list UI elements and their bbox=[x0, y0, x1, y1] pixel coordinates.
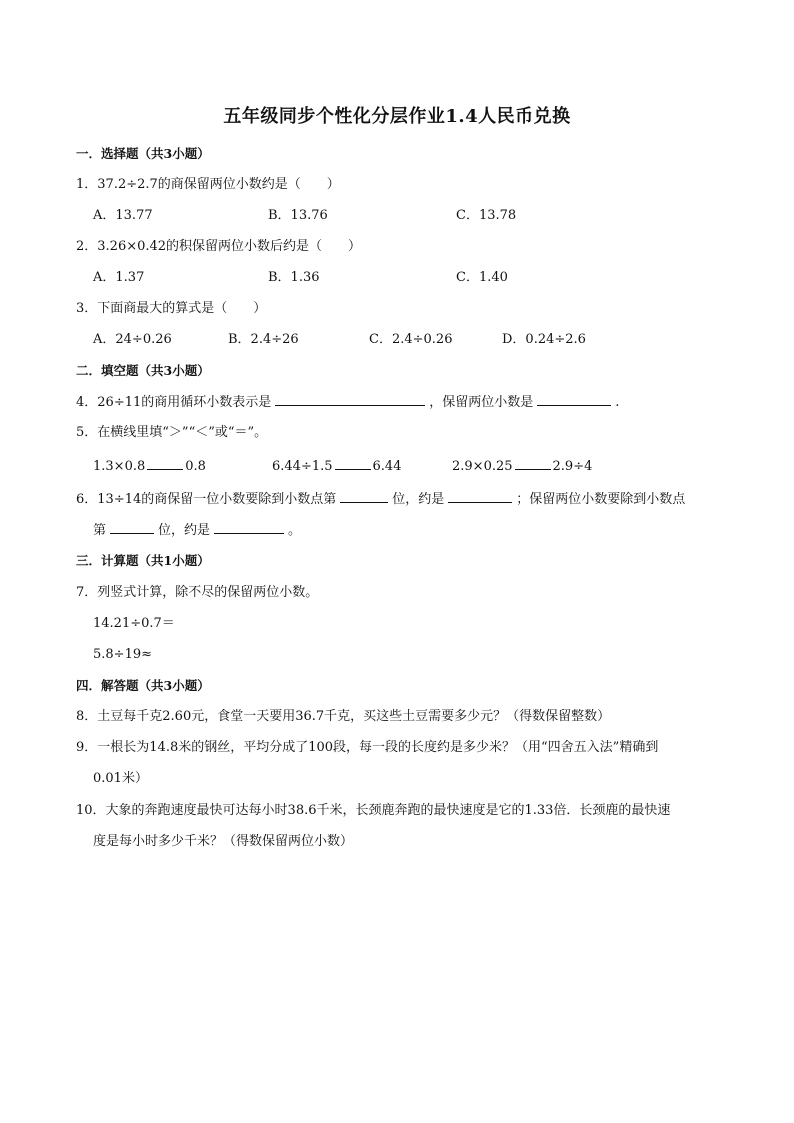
question-4-part-1: 4．26÷11的商用循环小数表示是 bbox=[76, 395, 272, 410]
answer-blank[interactable] bbox=[340, 490, 388, 503]
question-1-option-c: C．13.78 bbox=[456, 208, 517, 223]
question-10-line-1: 10．大象的奔跑速度最快可达每小时38.6千米，长颈鹿奔跑的最快速度是它的1.33倍．长颈鹿的最快速 bbox=[76, 803, 671, 818]
question-4-part-2: ，保留两位小数是 bbox=[429, 395, 534, 410]
answer-blank[interactable] bbox=[275, 393, 425, 406]
question-5-expr-3 bbox=[452, 457, 592, 476]
expr-right: 2.9÷4 bbox=[552, 459, 593, 474]
question-2-option-b: B．1.36 bbox=[268, 270, 320, 285]
question-7-text: 7．列竖式计算，除不尽的保留两位小数。 bbox=[76, 585, 319, 600]
question-6-part-3: ；保留两位小数要除到小数点 bbox=[516, 492, 686, 507]
answer-blank[interactable] bbox=[147, 457, 183, 470]
answer-blank[interactable] bbox=[110, 521, 154, 534]
expr-left: 6.44÷1.5 bbox=[272, 459, 333, 474]
section-heading-choice: 一．选择题（共3小题） bbox=[76, 146, 210, 161]
question-9-line-2: 0.01米） bbox=[93, 771, 148, 786]
question-7-expr-2: 5.8÷19≈ bbox=[93, 647, 153, 662]
question-6-part-2: 位，约是 bbox=[392, 492, 445, 507]
question-3-text: 3．下面商最大的算式是（ ） bbox=[76, 301, 267, 316]
section-heading-compute: 三．计算题（共1小题） bbox=[76, 553, 210, 568]
section-heading-answer: 四．解答题（共3小题） bbox=[76, 678, 210, 693]
question-6-line-2 bbox=[93, 521, 301, 540]
expr-right: 6.44 bbox=[372, 459, 402, 474]
question-3-option-c: C．2.4÷0.26 bbox=[369, 332, 453, 347]
question-6-part-5: 位，约是 bbox=[158, 523, 211, 538]
question-2-option-a: A．1.37 bbox=[93, 270, 145, 285]
question-1-option-b: B．13.76 bbox=[268, 208, 328, 223]
question-6-part-6: 。 bbox=[288, 523, 302, 538]
question-1-text: 1．37.2÷2.7的商保留两位小数约是（ ） bbox=[76, 177, 340, 192]
question-9-line-1: 9．一根长为14.8米的钢丝，平均分成了100段，每一段的长度约是多少米？（用“四舍五入法”精确到 bbox=[76, 740, 659, 755]
answer-blank[interactable] bbox=[448, 490, 512, 503]
answer-blank[interactable] bbox=[515, 457, 551, 470]
expr-right: 0.8 bbox=[185, 459, 206, 474]
question-6-part-1: 6．13÷14的商保留一位小数要除到小数点第 bbox=[76, 492, 337, 507]
question-3-option-a: A．24÷0.26 bbox=[93, 332, 172, 347]
question-3-option-d: D．0.24÷2.6 bbox=[502, 332, 586, 347]
expr-left: 2.9×0.25 bbox=[452, 459, 513, 474]
question-5-text: 5．在横线里填“＞”“＜”或“＝”。 bbox=[76, 425, 268, 440]
answer-blank[interactable] bbox=[214, 521, 284, 534]
question-1-option-a: A．13.77 bbox=[93, 208, 153, 223]
question-6-line-1 bbox=[76, 490, 685, 509]
expr-left: 1.3×0.8 bbox=[93, 459, 146, 474]
page-title: 五年级同步个性化分层作业1.4人民币兑换 bbox=[223, 106, 571, 127]
question-4-part-3: . bbox=[615, 395, 620, 410]
question-8-text: 8．土豆每千克2.60元，食堂一天要用36.7千克，买这些土豆需要多少元？（得数保留整数） bbox=[76, 709, 611, 724]
question-6-part-4: 第 bbox=[93, 523, 107, 538]
question-5-expr-2 bbox=[272, 457, 401, 476]
answer-blank[interactable] bbox=[537, 393, 611, 406]
question-2-text: 2．3.26×0.42的积保留两位小数后约是（ ） bbox=[76, 239, 362, 254]
question-5-expr-1 bbox=[93, 457, 206, 476]
question-3-option-b: B．2.4÷26 bbox=[228, 332, 299, 347]
question-10-line-2: 度是每小时多少千米？（得数保留两位小数） bbox=[93, 834, 354, 849]
section-heading-fill: 二．填空题（共3小题） bbox=[76, 363, 210, 378]
question-7-expr-1: 14.21÷0.7＝ bbox=[93, 616, 175, 631]
question-4 bbox=[76, 393, 619, 412]
question-2-option-c: C．1.40 bbox=[456, 270, 508, 285]
answer-blank[interactable] bbox=[335, 457, 371, 470]
